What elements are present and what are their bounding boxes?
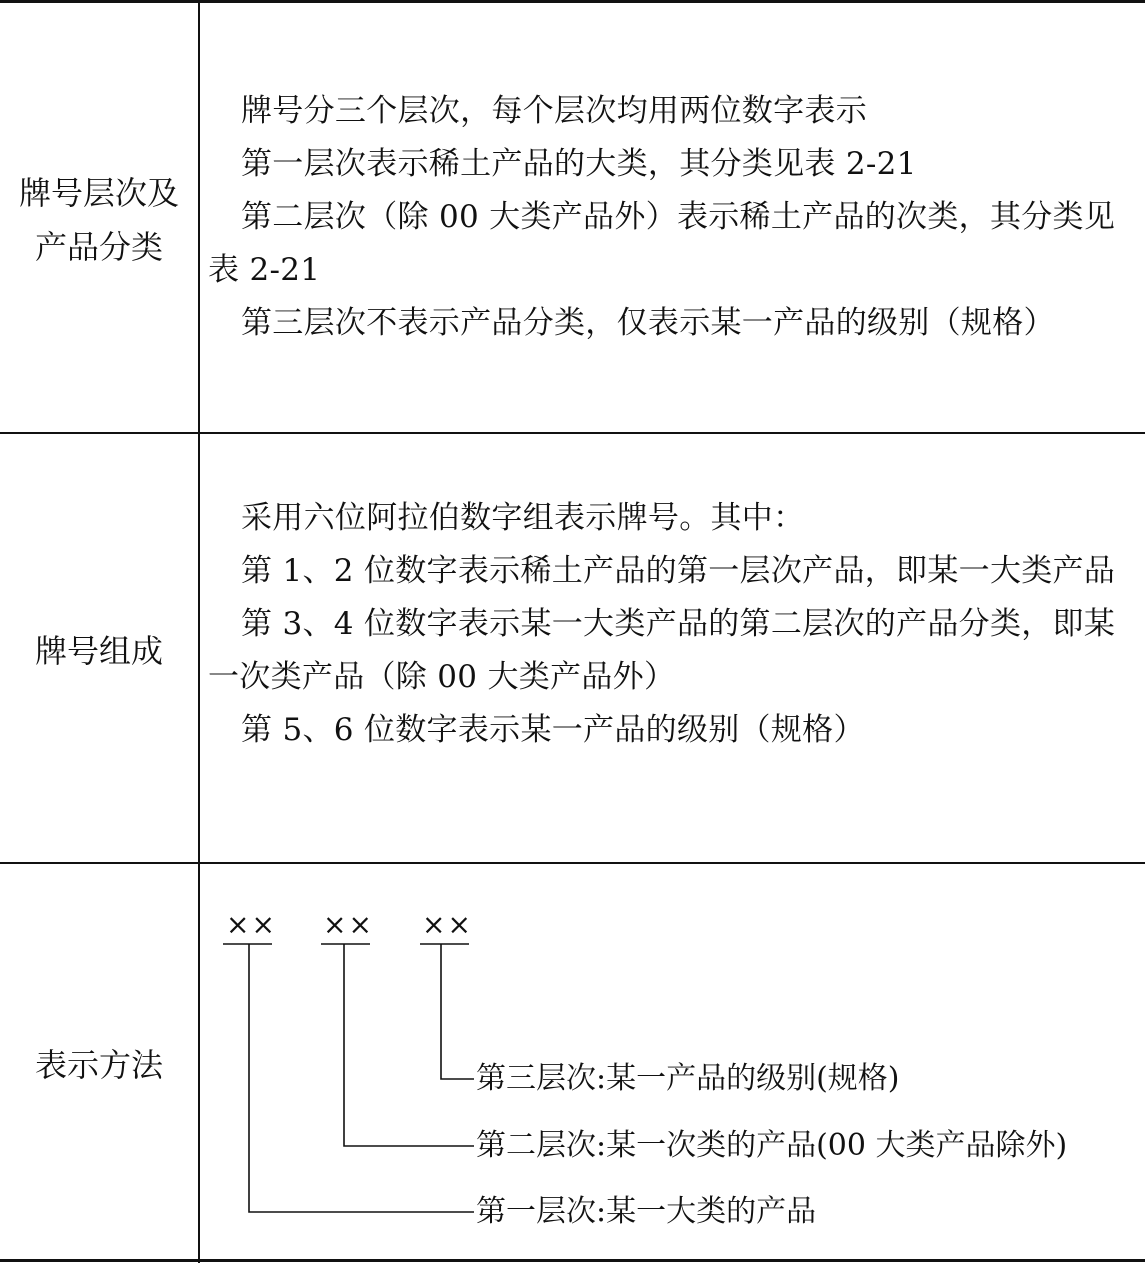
paragraph: 采用六位阿拉伯数字组表示牌号。其中： <box>241 500 805 536</box>
paragraph: 第 1、2 位数字表示稀土产品的第一层次产品，即某一大类产品 <box>241 553 1116 589</box>
annotation-first-level: 第一层次:某一大类的产品 <box>476 1194 817 1229</box>
row-label-line: 产品分类 <box>34 228 163 266</box>
paragraph: 第二层次（除 00 大类产品外）表示稀土产品的次类，其分类见表 2-21 <box>208 199 1116 288</box>
digit-pair-second: ×× <box>323 908 374 941</box>
annotation-third-level: 第三层次:某一产品的级别(规格) <box>476 1061 900 1096</box>
row-label-line: 牌号层次及 <box>18 174 179 212</box>
paragraph: 牌号分三个层次，每个层次均用两位数字表示 <box>241 93 867 129</box>
digit-pair-first: ×× <box>226 908 277 941</box>
connector-third-level <box>441 944 474 1079</box>
paragraph: 第一层次表示稀土产品的大类，其分类见表 2-21 <box>241 146 917 182</box>
row-label-line: 牌号组成 <box>34 632 163 670</box>
row-label-line: 表示方法 <box>34 1046 163 1084</box>
paragraph: 第三层次不表示产品分类，仅表示某一产品的级别（规格） <box>241 305 1055 341</box>
paragraph: 第 5、6 位数字表示某一产品的级别（规格） <box>241 712 865 748</box>
digit-pair-third: ×× <box>422 908 473 941</box>
annotation-second-level: 第二层次:某一次类的产品(00 大类产品除外) <box>476 1128 1068 1163</box>
paragraph: 第 3、4 位数字表示某一大类产品的第二层次的产品分类，即某一次类产品（除 00 大类产品外） <box>208 606 1116 695</box>
connector-second-level <box>344 944 474 1146</box>
